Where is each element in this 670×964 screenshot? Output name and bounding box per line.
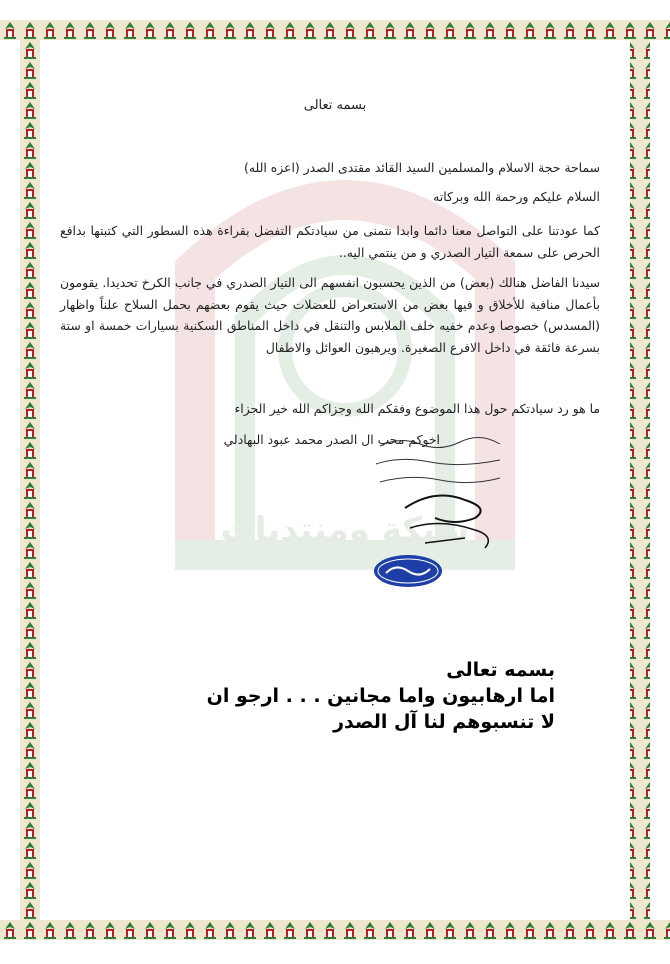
letter-question: ما هو رد سيادتكم حول هذا الموضوع وفقكم الله وجزاكم الله خير الجزاء <box>234 401 600 416</box>
footer-line-3: لا تنسبوهم لنا آل الصدر <box>333 711 555 733</box>
footer-line-1: بسمه تعالى <box>446 659 555 681</box>
official-stamp <box>372 553 444 589</box>
letter-heading: بسمه تعالى <box>303 98 367 113</box>
letter-paragraph-1: كما عودتنا على التواصل معنا دائما وابدا نتمنى من سيادتكم التفضل بقراءة هذه السطور التي كتبتها بدافع الحرص على سمعة التيار الصدري و من ينتمي اليه.. <box>60 223 600 260</box>
handwritten-signature <box>395 488 505 558</box>
handwriting-strokes-icon <box>370 432 510 492</box>
stamp-seal-icon <box>372 553 444 589</box>
footer-line-2: اما ارهابيون واما مجانين . . . ارجو ان <box>206 685 555 707</box>
letter-greeting: السلام عليكم ورحمة الله وبركاته <box>433 189 600 204</box>
letter-signature: اخوكم محب ال الصدر محمد عبود البهادلي <box>223 432 440 447</box>
signature-scribble-icon <box>395 488 505 558</box>
letter-salutation: سماحة حجة الاسلام والمسلمين السيد القائد مقتدى الصدر (اعزه الله) <box>243 160 600 175</box>
handwritten-reply <box>370 432 510 492</box>
watermark-text: شبكة ومنتديات <box>220 510 470 550</box>
letter-paragraph-2: سيدنا الفاضل هنالك (بعض) من الذين يحسبون انفسهم الى التيار الصدري في جانب الكرخ تحديدا. يقومون بأعمال منافية للأخلاق و فيها بعض من الاستعراض للعضلات حيث يقوم بعضهم بحمل السلاح علناً واظهار (المسدس) خصوصا وعدم خفيه خلف الملابس والتنقل في داخل المناطق السكنية بسيارات خمسة او ستة بسرعة فائقة في داخل الافرع الصغيرة. ويرهبون العوائل والاطفال <box>60 275 600 355</box>
